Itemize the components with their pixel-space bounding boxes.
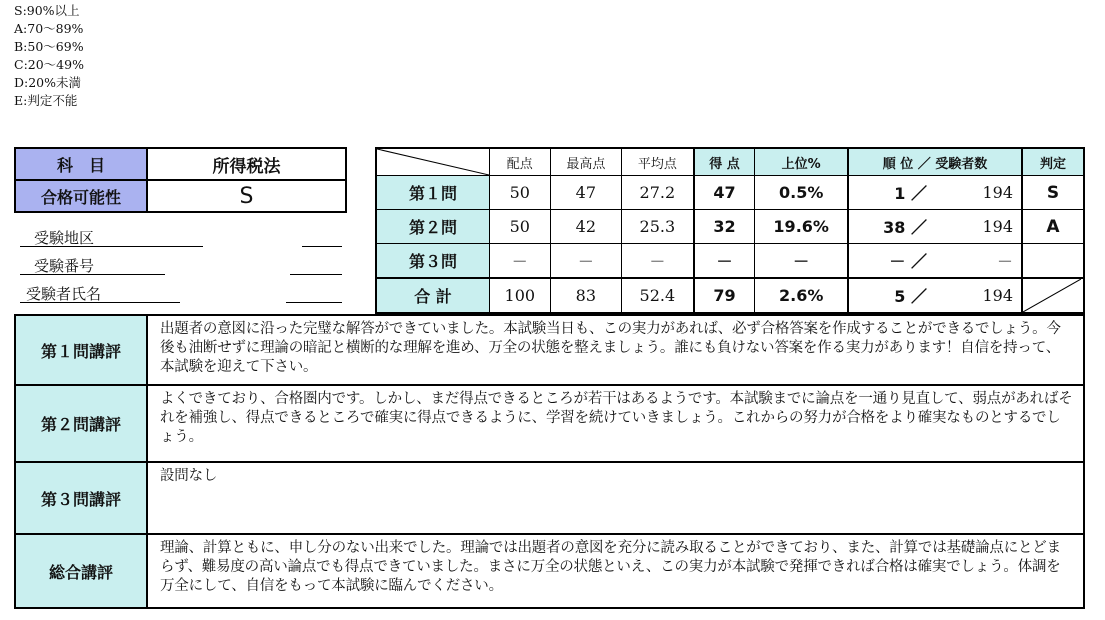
cell-average: 25.3 <box>622 210 694 244</box>
comment-text: 理論、計算ともに、申し分のない出来でした。理論では出題者の意図を充分に読み取ることができており、また、計算では基礎論点にとどまらず、難易度の高い論点でも得点できていました。まさに万全の状態といえ、この実力が本試験で発揮できれば合格は確実でしょう。体調を万全にして、自信をもって本試験に臨んでください。 <box>147 534 1084 608</box>
score-total-row <box>376 278 1084 313</box>
rank-separator: ／ <box>910 287 927 306</box>
possibility-value: S <box>147 180 346 212</box>
comment-row <box>15 385 1084 462</box>
region-label: 受験地区 <box>34 229 95 247</box>
examinee-name-label: 受験者氏名 <box>26 285 102 303</box>
comments-table <box>14 314 1085 609</box>
cell-top-pct: 19.6% <box>755 210 848 244</box>
cell-average: 27.2 <box>622 176 694 210</box>
cell-max-points: 100 <box>490 278 551 313</box>
cell-average: － <box>622 244 694 279</box>
rank-separator: ／ <box>910 184 927 203</box>
legend-item: E:判定不能 <box>14 93 78 108</box>
total-label: 合 計 <box>376 278 490 313</box>
cell-top-pct: 0.5% <box>755 176 848 210</box>
comment-row <box>15 462 1084 534</box>
number-underline <box>20 274 165 275</box>
diagonal-line <box>1023 279 1081 312</box>
legend-item: C:20～49% <box>14 57 84 72</box>
region-underline <box>20 246 203 247</box>
cell-score: 79 <box>694 278 755 313</box>
cell-highest: 83 <box>550 278 621 313</box>
comment-label: 第１問講評 <box>15 315 147 385</box>
rank-separator: ／ <box>910 252 927 271</box>
subject-info-table <box>14 147 347 213</box>
cell-score: 47 <box>694 176 755 210</box>
cell-rank <box>848 210 935 244</box>
cell-top-pct: 2.6% <box>755 278 848 313</box>
comment-text: よくできており、合格圏内です。しかし、まだ得点できるところが若干はあるようです。本試験までに論点を一通り見直して、弱点があればそれを補強し、得点できるところで確実に得点できるように、学習を続けていきましょう。これからの努力が合格をより確実なものとするでしょう。 <box>147 385 1084 462</box>
cell-average: 52.4 <box>622 278 694 313</box>
cell-max-points: － <box>490 244 551 279</box>
comment-label: 総合講評 <box>15 534 147 608</box>
header-highest: 最高点 <box>550 148 621 176</box>
comment-row <box>15 315 1084 385</box>
diagonal-corner-cell <box>376 148 490 176</box>
comment-label: 第２問講評 <box>15 385 147 462</box>
grade-legend <box>14 2 84 110</box>
cell-examinees: 194 <box>935 210 1022 244</box>
comment-row <box>15 534 1084 608</box>
score-table <box>375 147 1085 314</box>
cell-score: 32 <box>694 210 755 244</box>
rank-separator: ／ <box>910 218 927 237</box>
name-underline-right <box>286 302 342 303</box>
comment-text: 設問なし <box>147 462 1084 534</box>
cell-examinees: 194 <box>935 176 1022 210</box>
cell-top-pct: － <box>755 244 848 279</box>
legend-item: D:20%未満 <box>14 75 82 90</box>
total-judge-diagonal-cell <box>1022 278 1084 313</box>
cell-judge <box>1022 244 1084 279</box>
header-judge: 判定 <box>1022 148 1084 176</box>
cell-examinees: － <box>935 244 1022 279</box>
score-row <box>376 210 1084 244</box>
cell-max-points: 50 <box>490 210 551 244</box>
cell-rank <box>848 278 935 313</box>
header-top-pct: 上位% <box>755 148 848 176</box>
header-average: 平均点 <box>622 148 694 176</box>
row-label: 第３問 <box>376 244 490 279</box>
cell-max-points: 50 <box>490 176 551 210</box>
cell-highest: 42 <box>550 210 621 244</box>
diagonal-line <box>377 149 489 175</box>
rank-value: － <box>889 252 906 271</box>
rank-value: 1 <box>894 184 906 203</box>
region-underline-right <box>302 246 342 247</box>
legend-item: S:90%以上 <box>14 3 80 18</box>
comment-text: 出題者の意図に沿った完璧な解答ができていました。本試験当日も、この実力があれば、必ず合格答案を作成することができるでしょう。今後も油断せずに理論の暗記と横断的な理解を進め、万全の状態を整えましょう。誰にも負けない答案を作る実力があります！自信を持って、本試験を迎えて下さい。 <box>147 315 1084 385</box>
header-max-points: 配点 <box>490 148 551 176</box>
cell-judge: S <box>1022 176 1084 210</box>
subject-value: 所得税法 <box>147 148 346 180</box>
rank-value: 5 <box>894 287 906 306</box>
rank-value: 38 <box>883 218 906 237</box>
cell-rank <box>848 244 935 279</box>
row-label: 第１問 <box>376 176 490 210</box>
cell-highest: － <box>550 244 621 279</box>
cell-judge: A <box>1022 210 1084 244</box>
possibility-label: 合格可能性 <box>15 180 147 212</box>
legend-item: B:50～69% <box>14 39 84 54</box>
number-label: 受験番号 <box>34 257 95 275</box>
header-score: 得 点 <box>694 148 755 176</box>
name-underline <box>20 302 180 303</box>
subject-label: 科 目 <box>15 148 147 180</box>
score-row <box>376 176 1084 210</box>
comment-label: 第３問講評 <box>15 462 147 534</box>
row-label: 第２問 <box>376 210 490 244</box>
header-rank: 順 位 ／ 受験者数 <box>848 148 1022 176</box>
cell-examinees: 194 <box>935 278 1022 313</box>
cell-rank <box>848 176 935 210</box>
number-underline-right <box>290 274 342 275</box>
cell-score: － <box>694 244 755 279</box>
cell-highest: 47 <box>550 176 621 210</box>
legend-item: A:70～89% <box>14 21 84 36</box>
score-row <box>376 244 1084 279</box>
